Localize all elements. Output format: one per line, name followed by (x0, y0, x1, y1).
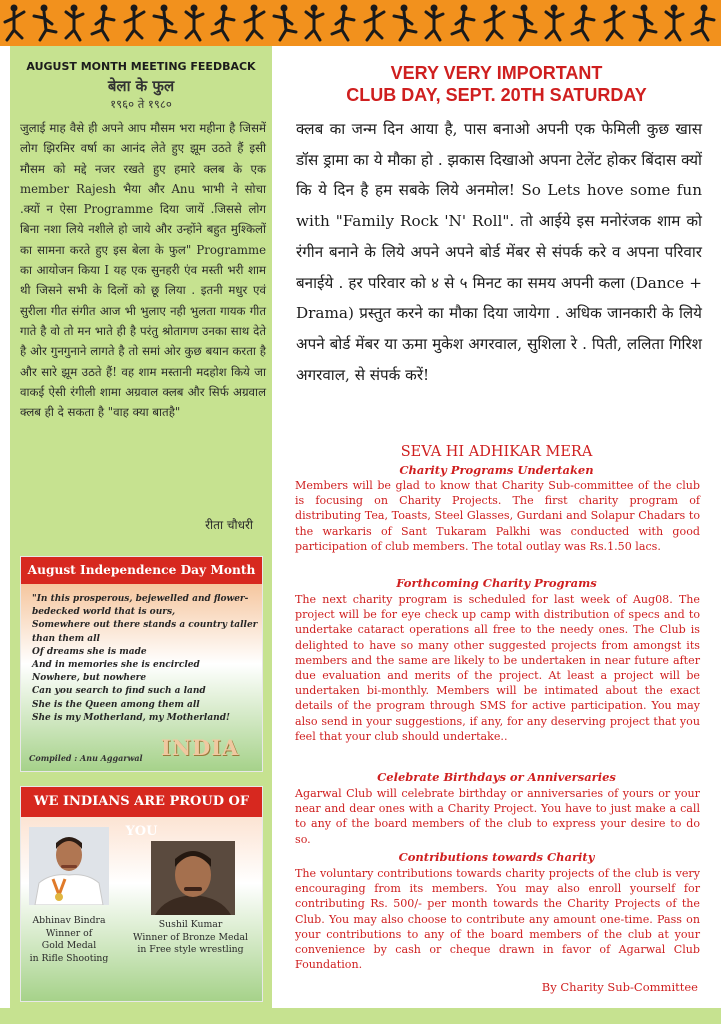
proud-heading: WE INDIANS ARE PROUD OF YOU (21, 787, 262, 817)
athlete-caption-1 (21, 915, 117, 965)
section-heading-forthcoming: Forthcoming Charity Programs (396, 576, 597, 590)
proud-box (20, 786, 263, 1002)
fighter-figure-icon (34, 5, 56, 41)
athlete-photo-1 (29, 827, 109, 905)
independence-heading: August Independence Day Month (21, 557, 262, 584)
fighter-figure-icon (514, 5, 536, 41)
club-day-body: क्लब का जन्म दिन आया है, पास बनाओ अपनी एक फेमिली कुछ खास डॉस ड्रामा का ये मौका हो . झकास दिखाओ अपना टेलेंट होकर बिंदास क्यों कि ये दिन है हम सबके लिये अनमोल! So Lets hove some fun with "Family Rock 'N' Roll". तो आईये इस मनोरंजक शाम को रंगीन बनाने के लिये अपने अपने बोर्ड मेंबर से संपर्क करे व अपना परिवार बनाईये . हर परिवार को ४ से ५ मिनट का समय अपनी कला (Dance + Drama) प्रस्तुत करने का मौका दिया जायेगा . अधिक जानकारी के लिये अपने बोर्ड मेंबर या ऊमा मुकेश अगरवाल, सुशिला रे . पिती, ललिता गिरिश अगरवाल, से संपर्क करें! (296, 120, 702, 384)
fighter-figure-icon (212, 5, 234, 41)
fighter-figure-icon (274, 5, 296, 41)
athlete-2-name: Sushil Kumar (158, 919, 223, 930)
fighter-figure-icon (5, 5, 24, 41)
poem (32, 593, 260, 725)
athlete-1-name: Abhinav Bindra (32, 915, 106, 926)
section-heading-charity-undertaken: Charity Programs Undertaken (399, 463, 594, 477)
section-text-charity-undertaken: Members will be glad to know that Charity Sub-committee of the club is focusing on Charity Projects. The first charity program of distributing Tea, Toasts, Steel Glasses, Gurdani and Solapur Chadars to the warkaris of Sant Tukaram Palkhi was conducted with good participation of club members. The total outlay was Rs.1.50 lacs. (295, 479, 700, 553)
poem-line: And in memories she is encircled (32, 660, 200, 671)
bottom-strip (0, 1008, 721, 1024)
martial-arts-silhouettes-icon (0, 0, 721, 46)
club-day-title (282, 62, 711, 106)
fighter-figure-icon (634, 5, 656, 41)
seva-title: SEVA HI ADHIKAR MERA (400, 444, 593, 460)
signoff: By Charity Sub-Committee (541, 980, 698, 994)
athlete-caption-2 (119, 919, 262, 957)
feedback-body: जुलाई माह वैसे ही अपने आप मौसम भरा महीना है जिसमें लोग झिरमिर वर्षा का आनंद लेते हुए झूम उठते हैं इसी मौसम को मद्दे नजर रखते हुए हमारे क्लब के एक member Rajesh भैया और Anu भाभी ने सोचा .क्यों न ऐसा Programme दिया जायें .जिससे लोग बिना नशा लिये नशीले हो जाये और उन्होंने बहुत मुश्किलों का सामना करते हुए इस बेला के फुल" Programme का आयोजन किया I यह एक सुनहरी एंव मस्ती भरी शाम थी जिसने सभी के दिलों को छू लिया . इतनी मधुर एवं सुरीला गीत संगीत आज भी भुलाए नही भुलता गायक गीत गाते है वो तो मन भाते ही है परंतु श्रोतागण उनका साथ देते है ओर गुनगुनाने लागते है तो समां ओर कुछ बयान करता है और सारे झूम उठते हैं! वह शाम मस्तानी मदहोश किये जा वाकई ऐसी रंगीली शामा अग्रवाल क्लब और सिर्फ अग्रवाल क्लब ही दे सकता है "वाह क्या बातहै" (20, 121, 266, 420)
athlete-2-line3: in Free style wrestling (137, 944, 244, 956)
left-column (10, 46, 272, 1008)
section-text-forthcoming: The next charity program is scheduled for last week of Aug08. The project will be for eye check up camp with distribution of specs and to undertake cataract operations all free to the needy ones. The Club is delighted to have so many other suggested projects from amongst its members and the same are likely to be undertaken in near future after due evaluation and merits of the project. At least a project will be undertaken bi-monthly. Members will be intimated about the exact details of the program through SMS for active participation. You may also send in your suggestions, if any, for any deserving project that you feel that your club should undertake.. (295, 593, 700, 743)
section-text-celebrate: Agarwal Club will celebrate birthday or anniversaries of yours or your near and dear ones with a Charity Project. You have to just make a call to any of the board members of the club to express your desire to do so. (295, 787, 700, 846)
fighter-figure-icon (306, 5, 323, 41)
right-column (282, 46, 711, 1008)
poem-line: Can you search to find such a land (32, 686, 206, 697)
fighter-figure-icon (365, 5, 384, 41)
fighter-figure-icon (426, 5, 443, 41)
poem-line: bedecked world that is ours, (32, 607, 176, 618)
fighter-figure-icon (546, 5, 563, 41)
section-text-contributions: The voluntary contributions towards charity projects of the club is very encouraging from its members. You may also enroll yourself for contributing Rs. 500/- per month towards the Charity Projects of the Club. You may also choose to contribute any amount one-time. Pass on your contributions to any of the board members of the club at your convenience by cash or cheque drawn in favor of Agarwal Club Foundation. (295, 867, 700, 972)
poem-line: She is the Queen among them all (32, 699, 200, 710)
athlete-photo-2 (151, 841, 235, 915)
fighter-figure-icon (394, 5, 416, 41)
section-heading-contributions: Contributions towards Charity (398, 850, 595, 864)
fighter-figure-icon (154, 5, 176, 41)
poem-line: Nowhere, but nowhere (32, 673, 147, 684)
fighter-figure-icon (605, 5, 624, 41)
banner-strip (0, 0, 721, 46)
fighter-figure-icon (332, 5, 354, 41)
fighter-figure-icon (186, 5, 203, 41)
club-day-title-line1: VERY VERY IMPORTANT (390, 63, 603, 83)
section-heading-celebrate: Celebrate Birthdays or Anniversaries (377, 770, 616, 784)
fighter-figure-icon (125, 5, 144, 41)
poem-line: than them all (32, 633, 100, 644)
india-wordmark: INDIA (161, 735, 240, 760)
compiled-credit: Compiled : Anu Aggarwal (29, 753, 143, 763)
feedback-signature: रीता चौधरी (205, 518, 253, 532)
poem-line: Somewhere out there stands a country taller (32, 620, 258, 631)
poem-line: Of dreams she is made (32, 646, 147, 657)
poem-line: She is my Motherland, my Motherland! (32, 712, 230, 723)
fighter-figure-icon (666, 5, 683, 41)
fighter-figure-icon (692, 5, 714, 41)
club-day-title-line2: CLUB DAY, SEPT. 20TH SATURDAY (346, 85, 647, 105)
independence-day-box (20, 556, 263, 772)
poem-line: "In this prosperous, bejewelled and flower- (32, 594, 249, 604)
fighter-figure-icon (572, 5, 594, 41)
feedback-years: १९६० ते १९८० (110, 97, 172, 111)
athlete-2-line2: Winner of Bronze Medal (133, 931, 248, 943)
fighter-figure-icon (66, 5, 83, 41)
fighter-figure-icon (92, 5, 114, 41)
athlete-1-line4: in Rifle Shooting (29, 952, 109, 964)
feedback-heading: AUGUST MONTH MEETING FEEDBACK (26, 60, 256, 73)
athlete-1-line2: Winner of (45, 927, 93, 939)
feedback-title: बेला के फुल (107, 77, 175, 95)
fighter-figure-icon (452, 5, 474, 41)
fighter-figure-icon (485, 5, 504, 41)
fighter-figure-icon (245, 5, 264, 41)
athlete-1-line3: Gold Medal (41, 940, 97, 952)
